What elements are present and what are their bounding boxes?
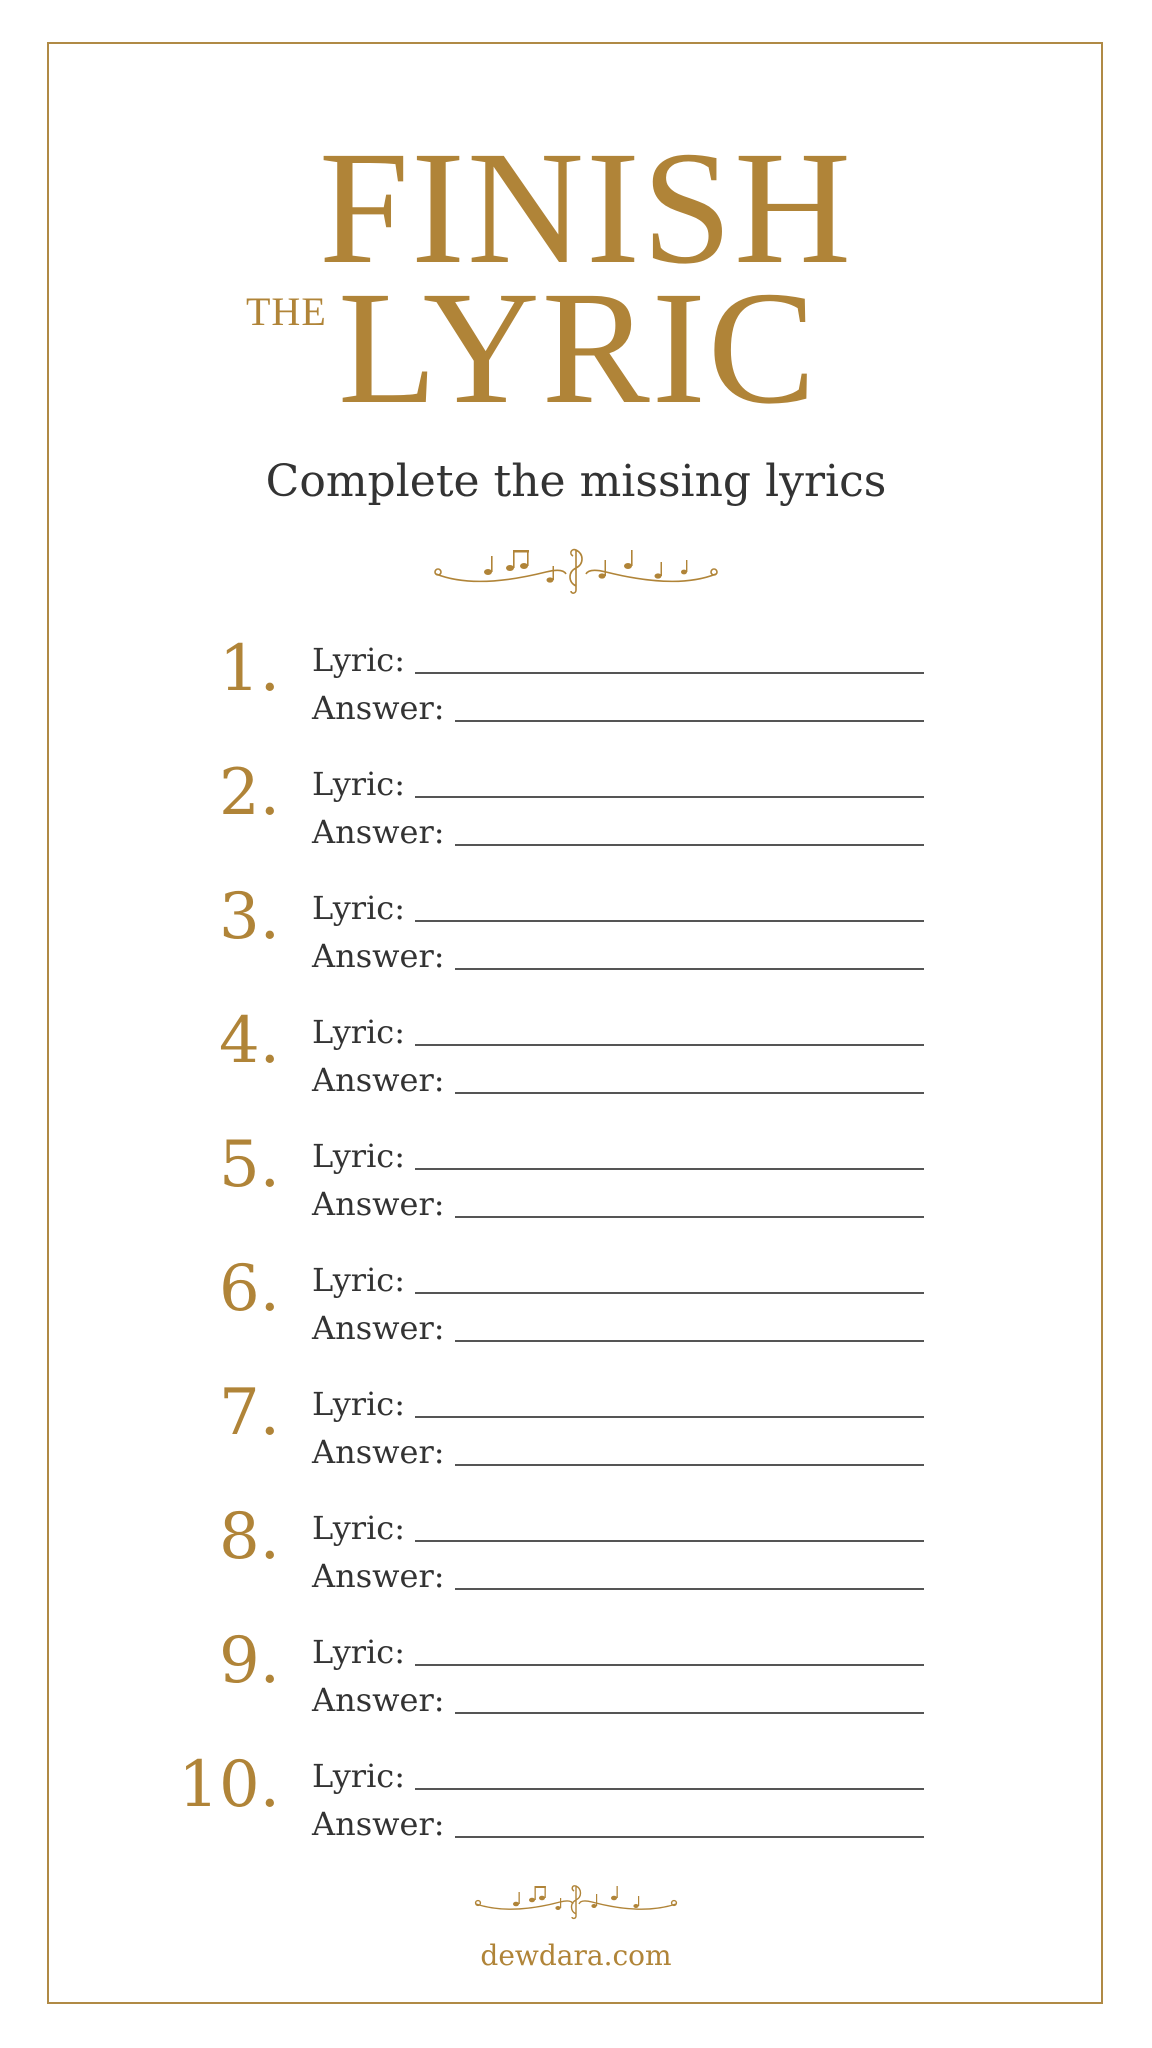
music-notes-flourish-icon (470, 1876, 682, 1920)
list-item (0, 1736, 1152, 1846)
lyric-label: Lyric: (312, 1137, 405, 1175)
answer-blank-line[interactable] (455, 1340, 924, 1342)
item-number: 6. (218, 1252, 280, 1326)
list-item (0, 744, 1152, 854)
answer-blank-line[interactable] (455, 1588, 924, 1590)
item-number: 4. (218, 1004, 280, 1078)
lyric-blank-line[interactable] (415, 796, 924, 798)
title-finish: FINISH (318, 119, 854, 298)
answer-blank-line[interactable] (455, 1092, 924, 1094)
lyric-label: Lyric: (312, 1261, 405, 1299)
lyric-blank-line[interactable] (415, 1664, 924, 1666)
answer-blank-line[interactable] (455, 1712, 924, 1714)
item-number: 10. (178, 1748, 280, 1822)
lyric-label: Lyric: (312, 1509, 405, 1547)
item-number: 9. (218, 1624, 280, 1698)
answer-blank-line[interactable] (455, 720, 924, 722)
answer-row (312, 1680, 924, 1720)
lyric-blank-line[interactable] (415, 672, 924, 674)
lyric-row (312, 1632, 924, 1672)
lyric-row (312, 1508, 924, 1548)
lyric-row (312, 1260, 924, 1300)
list-item (0, 620, 1152, 730)
lyric-row (312, 1756, 924, 1796)
answer-label: Answer: (312, 689, 445, 727)
item-number: 2. (218, 756, 280, 830)
music-notes-flourish-icon (426, 536, 726, 596)
answer-blank-line[interactable] (455, 1216, 924, 1218)
answer-label: Answer: (312, 1557, 445, 1595)
lyric-row (312, 1384, 924, 1424)
lyric-row (312, 1012, 924, 1052)
answer-row (312, 688, 924, 728)
lyric-blank-line[interactable] (415, 1788, 924, 1790)
footer-website: dewdara.com (480, 1939, 672, 1972)
item-number: 1. (218, 632, 280, 706)
subtitle: Complete the missing lyrics (265, 456, 887, 507)
list-item (0, 1364, 1152, 1474)
answer-row (312, 1308, 924, 1348)
lyric-label: Lyric: (312, 1013, 405, 1051)
list-item (0, 1240, 1152, 1350)
lyric-blank-line[interactable] (415, 1044, 924, 1046)
answer-label: Answer: (312, 1433, 445, 1471)
answer-label: Answer: (312, 813, 445, 851)
answer-row (312, 812, 924, 852)
lyric-label: Lyric: (312, 765, 405, 803)
answer-blank-line[interactable] (455, 1836, 924, 1838)
lyric-blank-line[interactable] (415, 920, 924, 922)
answer-row (312, 1556, 924, 1596)
answer-label: Answer: (312, 1309, 445, 1347)
lyric-blank-line[interactable] (415, 1540, 924, 1542)
lyric-blank-line[interactable] (415, 1168, 924, 1170)
answer-row (312, 936, 924, 976)
lyric-blank-line[interactable] (415, 1416, 924, 1418)
item-number: 3. (218, 880, 280, 954)
answer-blank-line[interactable] (455, 968, 924, 970)
list-item (0, 1488, 1152, 1598)
list-item (0, 1116, 1152, 1226)
list-item (0, 1612, 1152, 1722)
title-the: THE (246, 289, 327, 334)
answer-label: Answer: (312, 1185, 445, 1223)
answer-row (312, 1804, 924, 1844)
list-item (0, 868, 1152, 978)
answer-row (312, 1432, 924, 1472)
answer-row (312, 1060, 924, 1100)
title-lyric: LYRIC (338, 259, 818, 438)
list-item (0, 992, 1152, 1102)
lyric-label: Lyric: (312, 889, 405, 927)
answer-label: Answer: (312, 937, 445, 975)
item-number: 7. (218, 1376, 280, 1450)
lyric-row (312, 640, 924, 680)
answer-label: Answer: (312, 1061, 445, 1099)
answer-blank-line[interactable] (455, 1464, 924, 1466)
answer-label: Answer: (312, 1681, 445, 1719)
answer-blank-line[interactable] (455, 844, 924, 846)
item-number: 8. (218, 1500, 280, 1574)
answer-row (312, 1184, 924, 1224)
lyric-label: Lyric: (312, 1757, 405, 1795)
lyric-row (312, 764, 924, 804)
lyric-row (312, 1136, 924, 1176)
lyric-label: Lyric: (312, 1633, 405, 1671)
lyric-row (312, 888, 924, 928)
lyric-label: Lyric: (312, 1385, 405, 1423)
lyric-blank-line[interactable] (415, 1292, 924, 1294)
item-number: 5. (218, 1128, 280, 1202)
lyric-label: Lyric: (312, 641, 405, 679)
answer-label: Answer: (312, 1805, 445, 1843)
